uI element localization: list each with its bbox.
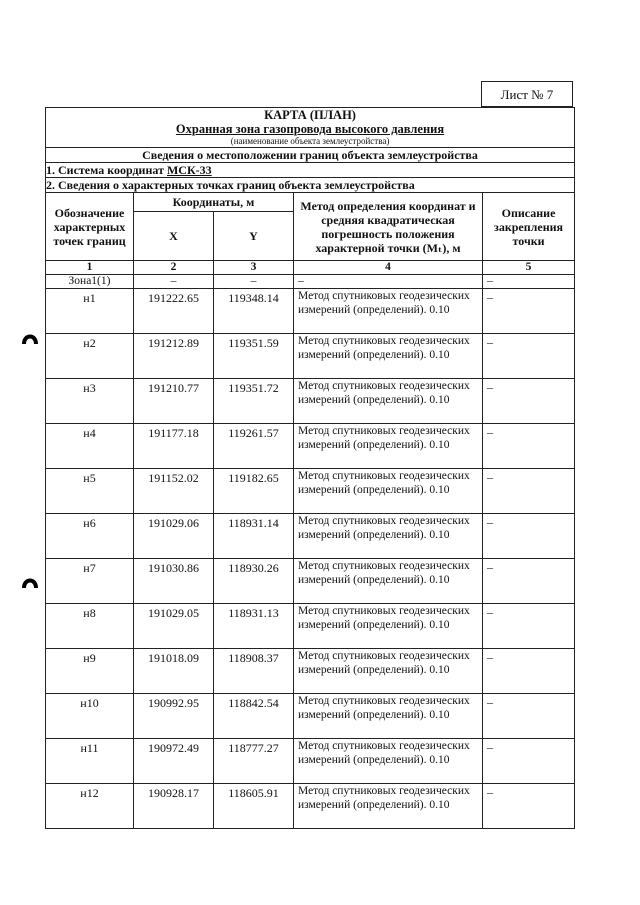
point-y: 119261.57 bbox=[214, 424, 294, 469]
point-x: 191029.06 bbox=[134, 514, 214, 559]
object-name-note: (наименование объекта землеустройства) bbox=[230, 136, 390, 146]
point-y: 118931.13 bbox=[214, 604, 294, 649]
points-section-row bbox=[46, 178, 575, 193]
header-desc: Описание закрепления точки bbox=[483, 193, 575, 261]
point-desc: – bbox=[483, 649, 575, 694]
point-desc: – bbox=[483, 334, 575, 379]
title-row bbox=[46, 108, 575, 148]
point-y: 118930.26 bbox=[214, 559, 294, 604]
zone-y: – bbox=[214, 275, 294, 289]
point-id: н2 bbox=[46, 334, 134, 379]
point-id: н10 bbox=[46, 694, 134, 739]
point-method: Метод спутниковых геодезических измерений (определений). 0.10 bbox=[294, 379, 483, 424]
column-number: 3 bbox=[214, 261, 294, 275]
coord-system-row bbox=[46, 163, 575, 178]
header-coords: Координаты, м bbox=[134, 193, 294, 212]
point-desc: – bbox=[483, 694, 575, 739]
zone-desc: – bbox=[483, 275, 575, 289]
section-title: Сведения о местоположении границ объекта землеустройства bbox=[46, 148, 575, 163]
point-y: 118605.91 bbox=[214, 784, 294, 829]
point-x: 191030.86 bbox=[134, 559, 214, 604]
point-id: н8 bbox=[46, 604, 134, 649]
point-desc: – bbox=[483, 559, 575, 604]
point-desc: – bbox=[483, 289, 575, 334]
point-y: 119351.59 bbox=[214, 334, 294, 379]
zone-x: – bbox=[134, 275, 214, 289]
table-row bbox=[46, 604, 575, 649]
punch-hole-mark bbox=[22, 328, 38, 346]
point-y: 119351.72 bbox=[214, 379, 294, 424]
point-method: Метод спутниковых геодезических измерений (определений). 0.10 bbox=[294, 514, 483, 559]
punch-hole-mark bbox=[22, 572, 38, 590]
point-y: 119348.14 bbox=[214, 289, 294, 334]
point-x: 191212.89 bbox=[134, 334, 214, 379]
point-desc: – bbox=[483, 379, 575, 424]
point-desc: – bbox=[483, 784, 575, 829]
point-y: 118908.37 bbox=[214, 649, 294, 694]
point-id: н6 bbox=[46, 514, 134, 559]
table-row bbox=[46, 469, 575, 514]
point-y: 118777.27 bbox=[214, 739, 294, 784]
point-id: н11 bbox=[46, 739, 134, 784]
table-row bbox=[46, 694, 575, 739]
header-method: Метод определения координат и средняя квадратическая погрешность положения характерной точки (Mₜ), м bbox=[294, 193, 483, 261]
column-number: 4 bbox=[294, 261, 483, 275]
point-desc: – bbox=[483, 739, 575, 784]
point-id: н7 bbox=[46, 559, 134, 604]
point-x: 191029.05 bbox=[134, 604, 214, 649]
point-desc: – bbox=[483, 469, 575, 514]
point-y: 118931.14 bbox=[214, 514, 294, 559]
point-x: 191222.65 bbox=[134, 289, 214, 334]
point-desc: – bbox=[483, 514, 575, 559]
point-method: Метод спутниковых геодезических измерений (определений). 0.10 bbox=[294, 289, 483, 334]
table-row bbox=[46, 289, 575, 334]
point-method: Метод спутниковых геодезических измерений (определений). 0.10 bbox=[294, 334, 483, 379]
point-id: н12 bbox=[46, 784, 134, 829]
point-id: н4 bbox=[46, 424, 134, 469]
point-id: н3 bbox=[46, 379, 134, 424]
column-number: 2 bbox=[134, 261, 214, 275]
point-y: 119182.65 bbox=[214, 469, 294, 514]
point-method: Метод спутниковых геодезических измерений (определений). 0.10 bbox=[294, 694, 483, 739]
point-desc: – bbox=[483, 604, 575, 649]
point-x: 191210.77 bbox=[134, 379, 214, 424]
points-section-title: 2. Сведения о характерных точках границ объекта землеустройства bbox=[46, 178, 575, 193]
table-row bbox=[46, 514, 575, 559]
header-point: Обозначение характерных точек границ bbox=[46, 193, 134, 261]
sheet-number: Лист № 7 bbox=[481, 81, 573, 107]
table-row bbox=[46, 379, 575, 424]
table-row bbox=[46, 559, 575, 604]
column-number: 5 bbox=[483, 261, 575, 275]
column-number-row bbox=[46, 261, 575, 275]
table-row bbox=[46, 784, 575, 829]
point-method: Метод спутниковых геодезических измерений (определений). 0.10 bbox=[294, 649, 483, 694]
section-title-row bbox=[46, 148, 575, 163]
point-id: н9 bbox=[46, 649, 134, 694]
point-method: Метод спутниковых геодезических измерений (определений). 0.10 bbox=[294, 469, 483, 514]
table-row bbox=[46, 424, 575, 469]
point-x: 190972.49 bbox=[134, 739, 214, 784]
document-title: КАРТА (ПЛАН) bbox=[264, 108, 356, 122]
table-row bbox=[46, 649, 575, 694]
table-row bbox=[46, 739, 575, 784]
point-x: 190928.17 bbox=[134, 784, 214, 829]
point-x: 191152.02 bbox=[134, 469, 214, 514]
point-method: Метод спутниковых геодезических измерений (определений). 0.10 bbox=[294, 784, 483, 829]
zone-row bbox=[46, 275, 575, 289]
coord-system-value: МСК-33 bbox=[166, 163, 212, 177]
header-y: Y bbox=[214, 212, 294, 261]
column-number: 1 bbox=[46, 261, 134, 275]
object-name: Охранная зона газопровода высокого давления bbox=[175, 122, 445, 136]
point-method: Метод спутниковых геодезических измерений (определений). 0.10 bbox=[294, 424, 483, 469]
zone-name: Зона1(1) bbox=[46, 275, 134, 289]
point-id: н1 bbox=[46, 289, 134, 334]
point-x: 191018.09 bbox=[134, 649, 214, 694]
zone-method: – bbox=[294, 275, 483, 289]
boundary-points-table bbox=[45, 107, 575, 829]
coord-system-label: 1. Система координат bbox=[46, 163, 164, 177]
point-method: Метод спутниковых геодезических измерений (определений). 0.10 bbox=[294, 559, 483, 604]
table-row bbox=[46, 334, 575, 379]
point-desc: – bbox=[483, 424, 575, 469]
point-method: Метод спутниковых геодезических измерений (определений). 0.10 bbox=[294, 604, 483, 649]
point-method: Метод спутниковых геодезических измерений (определений). 0.10 bbox=[294, 739, 483, 784]
point-x: 190992.95 bbox=[134, 694, 214, 739]
header-x: X bbox=[134, 212, 214, 261]
point-y: 118842.54 bbox=[214, 694, 294, 739]
point-id: н5 bbox=[46, 469, 134, 514]
column-header-row bbox=[46, 193, 575, 212]
point-x: 191177.18 bbox=[134, 424, 214, 469]
